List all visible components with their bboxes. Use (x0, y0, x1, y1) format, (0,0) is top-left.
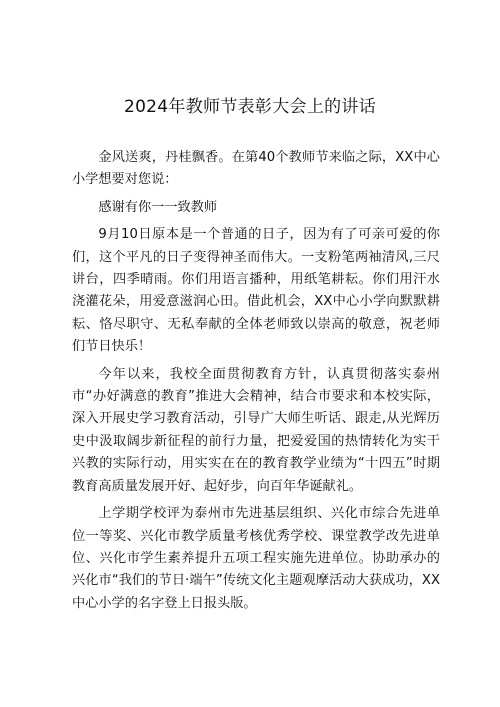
paragraph-school-work: 今年以来，我校全面贯彻教育方针，认真贯彻落实泰州市“办好满意的教育”推进大会精神，结合市要求和本校实际，深入开展史学习教育活动，引导广大师生听话、跟走,从光辉历史中汲取阔步新征程的前行力量，把爱爱国的热情转化为实干兴教的实际行动，用实实在在的教育教学业绩为“十四五”时期教育高质量发展开好、起好步，向百年华诞献礼。 (72, 366, 440, 494)
paragraph-teachers-day: 9月10日原本是一个普通的日子，因为有了可亲可爱的你们，这个平凡的日子变得神圣而伟大。一支粉笔两袖清风,三尺讲台，四季晴雨。你们用语言播种，用纸笔耕耘。你们用汗水浇灌花朵，用爱意滋润心田。借此机会，XX中心小学向默默耕耘、恪尽职守、无私奉献的全体老师致以崇高的敬意，祝老师们节日快乐！ (72, 227, 440, 355)
document-title: 2024年教师节表彰大会上的讲话 (123, 97, 377, 117)
paragraph-heading-thanks: 感谢有你一一致教师 (98, 199, 218, 215)
paragraph-opening: 金风送爽，丹桂飘香。在第40个教师节来临之际，XX中心小学想要对您说： (72, 150, 440, 188)
document-body (72, 147, 440, 620)
paragraph-achievements: 上学期学校评为泰州市先进基层组织、兴化市综合先进单位一等奖、兴化市教学质量考核优秀学校、课堂教学改先进单位、兴化市学生素养提升五项工程实施先进单位。协助承办的兴化市“我们的节日·端午”传统文化主题观摩活动大获成功，XX中心小学的名字登上日报头版。 (72, 506, 440, 611)
